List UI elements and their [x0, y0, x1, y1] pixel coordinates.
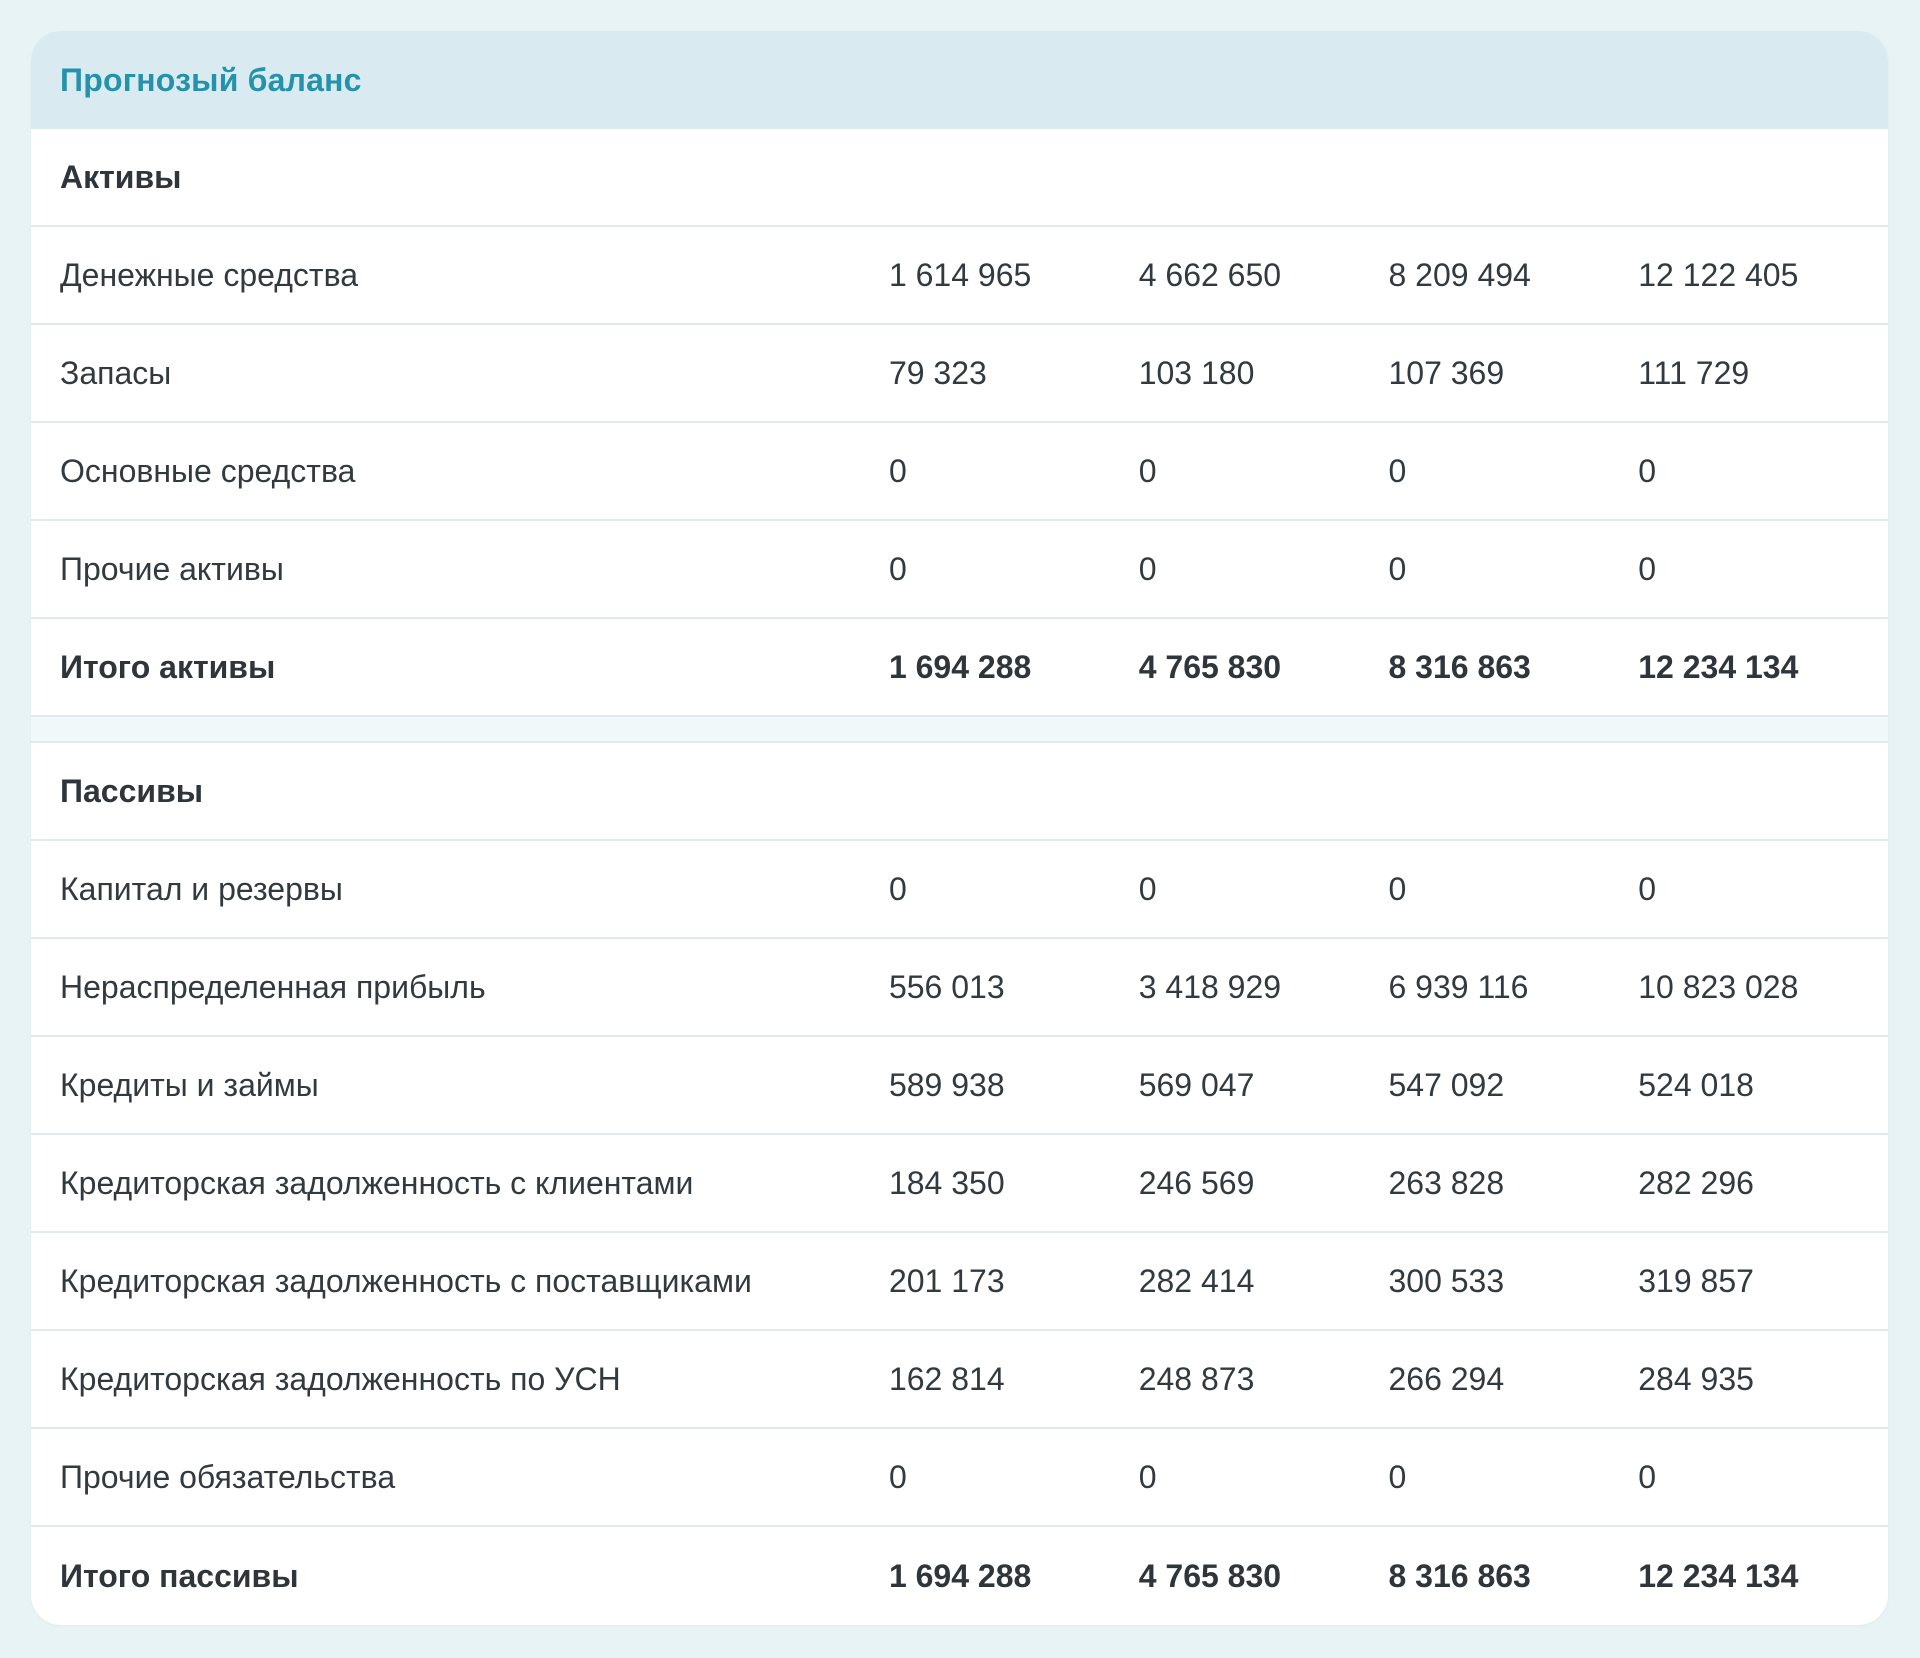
row-label: Денежные средства [60, 256, 358, 293]
table-row [31, 423, 1888, 521]
row-label: Запасы [60, 354, 172, 391]
row-value: 111 729 [1638, 354, 1750, 391]
row-label: Основные средства [60, 452, 356, 489]
row-value: 319 857 [1638, 1262, 1754, 1299]
table-row [31, 939, 1888, 1037]
row-value: 201 173 [888, 1262, 1005, 1299]
section-label: Активы [60, 158, 182, 195]
row-value: 547 092 [1388, 1066, 1505, 1103]
total-row-assets [31, 619, 1888, 717]
row-value: 0 [1138, 870, 1157, 907]
total-label: Итого пассивы [60, 1557, 299, 1594]
table-row [31, 227, 1888, 325]
total-value: 4 765 830 [1138, 1557, 1282, 1594]
row-value: 0 [1388, 1458, 1407, 1495]
row-value: 6 939 116 [1388, 968, 1529, 1005]
table-row [31, 1429, 1888, 1527]
row-label: Кредиторская задолженность с поставщиками [60, 1262, 752, 1299]
row-value: 248 873 [1138, 1360, 1255, 1397]
total-value: 8 316 863 [1388, 1557, 1531, 1594]
row-value: 103 180 [1138, 354, 1255, 391]
total-value: 8 316 863 [1388, 648, 1531, 685]
row-value: 4 662 650 [1138, 256, 1282, 293]
row-value: 0 [1388, 870, 1407, 907]
row-value: 569 047 [1138, 1066, 1255, 1103]
row-value: 0 [888, 1458, 907, 1495]
table-row [31, 1331, 1888, 1429]
row-value: 246 569 [1138, 1164, 1255, 1201]
row-value: 0 [1638, 870, 1657, 907]
row-value: 263 828 [1388, 1164, 1505, 1201]
row-value: 300 533 [1388, 1262, 1505, 1299]
row-value: 0 [1138, 550, 1157, 587]
table-row [31, 1037, 1888, 1135]
row-value: 184 350 [888, 1164, 1005, 1201]
row-value: 284 935 [1638, 1360, 1754, 1397]
row-value: 0 [888, 870, 907, 907]
row-value: 0 [1388, 452, 1407, 489]
row-value: 8 209 494 [1388, 256, 1531, 293]
total-row-liabilities [31, 1527, 1888, 1625]
row-value: 0 [1138, 1458, 1157, 1495]
forecast-balance-card [31, 31, 1888, 1625]
row-value: 0 [888, 550, 907, 587]
total-value: 1 694 288 [888, 1557, 1032, 1594]
row-label: Нераспределенная прибыль [60, 968, 486, 1005]
row-label: Прочие активы [60, 550, 284, 587]
row-value: 10 823 028 [1638, 968, 1799, 1005]
row-value: 589 938 [888, 1066, 1005, 1103]
table-row [31, 841, 1888, 939]
row-value: 162 814 [888, 1360, 1005, 1397]
row-label: Кредиторская задолженность по УСН [60, 1360, 621, 1397]
total-label: Итого активы [60, 648, 276, 685]
row-value: 12 122 405 [1638, 256, 1799, 293]
total-value: 12 234 134 [1638, 1557, 1799, 1594]
row-label: Капитал и резервы [60, 870, 343, 907]
row-value: 0 [1638, 1458, 1657, 1495]
row-label: Прочие обязательства [60, 1458, 396, 1495]
row-value: 107 369 [1388, 354, 1505, 391]
row-value: 3 418 929 [1138, 968, 1282, 1005]
row-value: 0 [888, 452, 907, 489]
table-row [31, 521, 1888, 619]
row-value: 524 018 [1638, 1066, 1754, 1103]
total-value: 4 765 830 [1138, 648, 1282, 685]
row-value: 1 614 965 [888, 256, 1032, 293]
row-label: Кредиторская задолженность с клиентами [60, 1164, 694, 1201]
section-label: Пассивы [60, 772, 204, 809]
row-value: 0 [1388, 550, 1407, 587]
card-title: Прогнозый баланс [60, 61, 362, 98]
card-header [31, 31, 1888, 129]
row-value: 79 323 [888, 354, 987, 391]
section-header-assets [31, 129, 1888, 227]
row-value: 282 414 [1138, 1262, 1255, 1299]
row-value: 282 296 [1638, 1164, 1754, 1201]
row-label: Кредиты и займы [60, 1066, 319, 1103]
table-row [31, 1233, 1888, 1331]
table-row [31, 325, 1888, 423]
row-value: 266 294 [1388, 1360, 1505, 1397]
row-value: 0 [1638, 550, 1657, 587]
total-value: 12 234 134 [1638, 648, 1799, 685]
table-row [31, 1135, 1888, 1233]
section-header-liabilities [31, 743, 1888, 841]
section-divider [31, 717, 1888, 743]
row-value: 0 [1138, 452, 1157, 489]
row-value: 0 [1638, 452, 1657, 489]
total-value: 1 694 288 [888, 648, 1032, 685]
row-value: 556 013 [888, 968, 1005, 1005]
